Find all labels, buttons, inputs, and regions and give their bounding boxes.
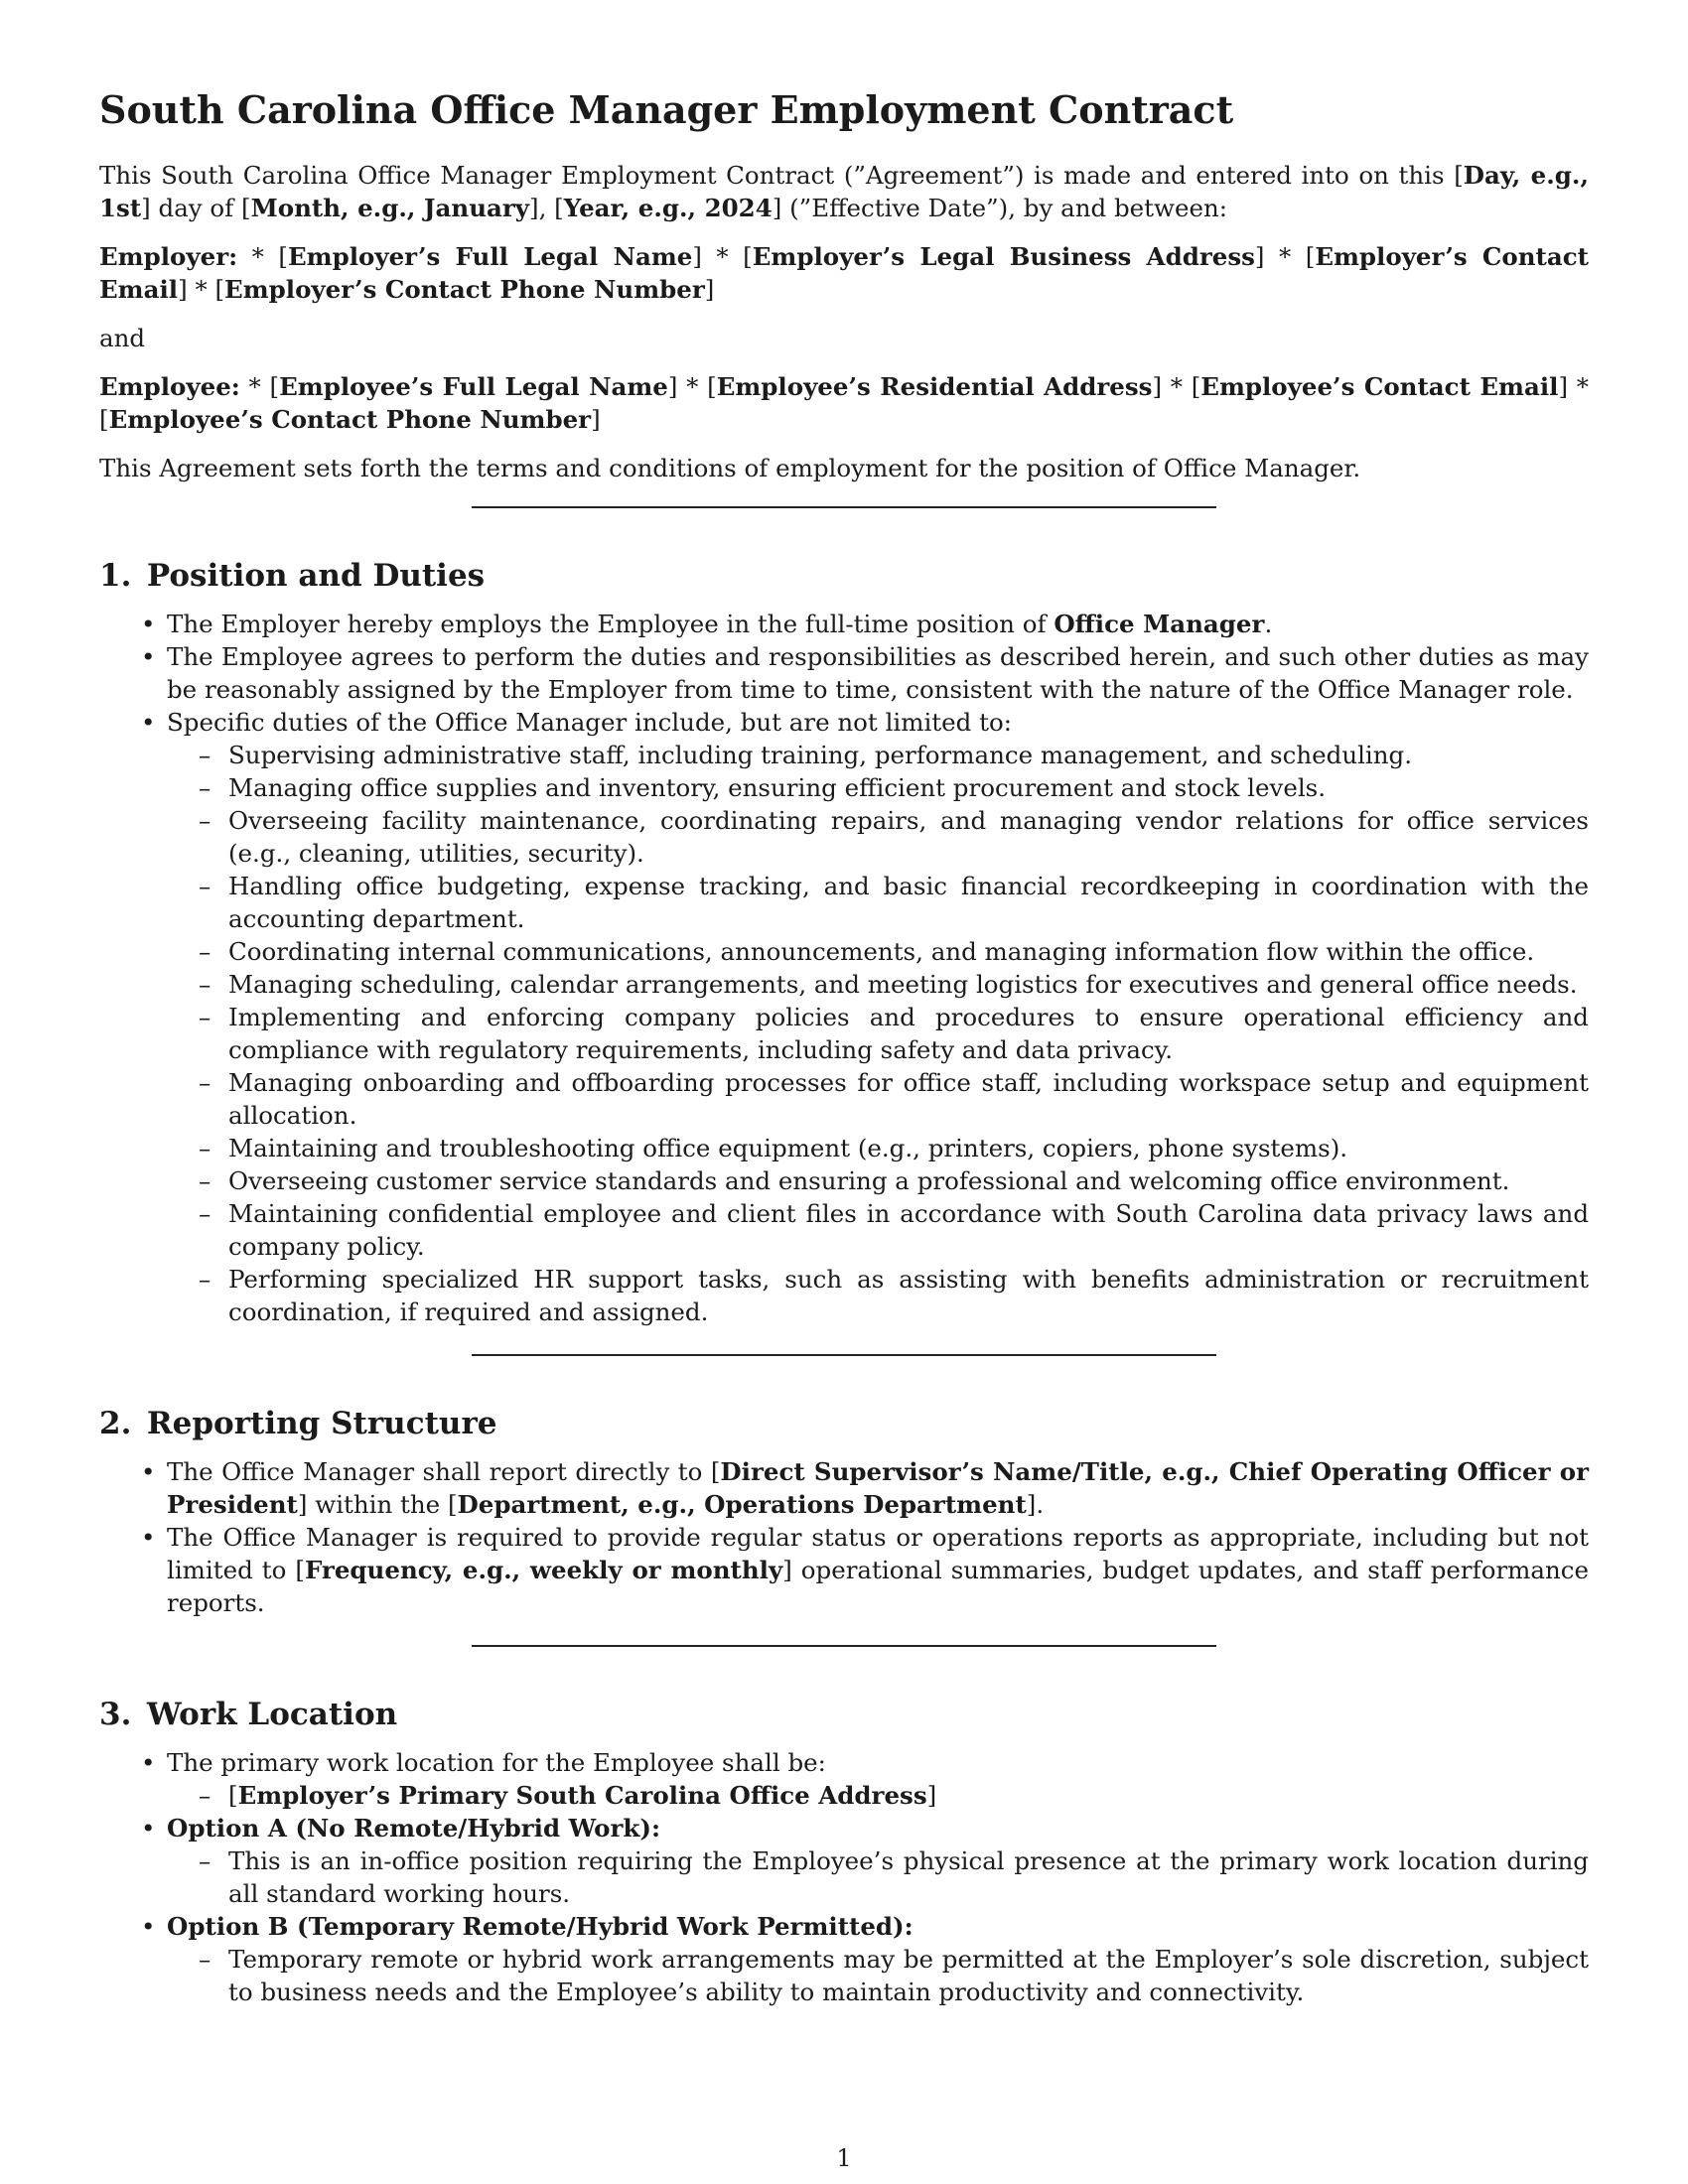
duty-item: – Maintaining confidential employee and client files in accordance with South Carolina data privacy laws and company policy.	[228, 1197, 1589, 1263]
duty-item: – Supervising administrative staff, including training, performance management, and scheduling.	[228, 739, 1589, 771]
duty-item: – Overseeing customer service standards and ensuring a professional and welcoming office environment.	[228, 1164, 1589, 1197]
duties-list	[167, 739, 1589, 1328]
divider	[472, 1354, 1216, 1356]
sub-item: – [Employer’s Primary South Carolina Office Address]	[228, 1779, 1589, 1812]
duty-item: – Managing office supplies and inventory, ensuring efficient procurement and stock levels.	[228, 771, 1589, 804]
list-item: • The primary work location for the Employee shall be: – [Employer’s Primary South Carolina Office Address]	[167, 1746, 1589, 1812]
employer-name: Employer’s Full Legal Name	[287, 242, 693, 271]
employee-name: Employee’s Full Legal Name	[279, 372, 668, 401]
list-item: • Option A (No Remote/Hybrid Work): – This is an in-office position requiring the Employee’s physical presence at the primary work location during all standard working hours.	[167, 1812, 1589, 1910]
purpose-paragraph: This Agreement sets forth the terms and conditions of employment for the position of Office Manager.	[99, 454, 1361, 482]
divider	[472, 1645, 1216, 1647]
employee-email: Employee’s Contact Email	[1200, 372, 1559, 401]
duty-item: – Performing specialized HR support tasks, such as assisting with benefits administration or recruitment coordination, if required and assigned.	[228, 1263, 1589, 1328]
list-item: • The Office Manager shall report directly to [Direct Supervisor’s Name/Title, e.g., Chief Operating Officer or President] within the [Department, e.g., Operations Department].	[167, 1455, 1589, 1521]
section-2-list	[99, 1455, 1589, 1619]
duty-item: – Overseeing facility maintenance, coordinating repairs, and managing vendor relations for office services (e.g., cleaning, utilities, security).	[228, 804, 1589, 870]
and-text: and	[99, 324, 146, 352]
list-item: • The Employee agrees to perform the duties and responsibilities as described herein, and such other duties as may be reasonably assigned by the Employer from time to time, consistent with the nature of the Office Manager role.	[167, 640, 1589, 706]
section-heading: 2. Reporting Structure	[99, 1406, 497, 1441]
document-page	[99, 87, 1589, 2008]
document-title: South Carolina Office Manager Employment Contract	[99, 87, 1234, 132]
list-item: • The Employer hereby employs the Employee in the full-time position of Office Manager.	[167, 608, 1589, 640]
duty-item: – Handling office budgeting, expense tracking, and basic financial recordkeeping in coordination with the accounting department.	[228, 870, 1589, 935]
employee-block: Employee: * [Employee’s Full Legal Name] * [Employee’s Residential Address] * [Employee’s Contact Email] * [Employee’s Contact Phone Number]	[99, 372, 1589, 434]
employer-block: Employer: * [Employer’s Full Legal Name] * [Employer’s Legal Business Address] * [Employer’s Contact Email] * [Employer’s Contact Phone Number]	[99, 242, 1589, 304]
employee-address: Employee’s Residential Address	[716, 372, 1153, 401]
page-number: 1	[836, 2144, 852, 2172]
section-heading: 3. Work Location	[99, 1697, 398, 1732]
section-1-list	[99, 608, 1589, 1328]
intro-paragraph: This South Carolina Office Manager Employment Contract (”Agreement”) is made and entered into on this [Day, e.g., 1st] day of [Month, e.g., January], [Year, e.g., 2024] (”Effective Date”), by and between:	[99, 161, 1589, 222]
list-item: • The Office Manager is required to provide regular status or operations reports as appropriate, including but not limited to [Frequency, e.g., weekly or monthly] operational summaries, budget updates, and staff performance reports.	[167, 1521, 1589, 1619]
year-placeholder: Year, e.g., 2024	[563, 194, 773, 222]
duty-item: – Coordinating internal communications, announcements, and managing information flow within the office.	[228, 935, 1589, 968]
duty-item: – Managing onboarding and offboarding processes for office staff, including workspace setup and equipment allocation.	[228, 1066, 1589, 1132]
sub-item: – Temporary remote or hybrid work arrangements may be permitted at the Employer’s sole discretion, subject to business needs and the Employee’s ability to maintain productivity and connectivity.	[228, 1943, 1589, 2008]
day-placeholder: Day, e.g., 1st	[99, 161, 1589, 222]
sub-item: – This is an in-office position requiring the Employee’s physical presence at the primary work location during all standard working hours.	[228, 1844, 1589, 1910]
duty-item: – Implementing and enforcing company policies and procedures to ensure operational efficiency and compliance with regulatory requirements, including safety and data privacy.	[228, 1001, 1589, 1066]
divider	[472, 506, 1216, 508]
list-item: • Specific duties of the Office Manager include, but are not limited to: – Supervising administrative staff, including training, performance management, and scheduling. – Managing office supplies and inventory, ensuring efficient procurement and stock levels. – Overseeing facility maintenance, coordinating repairs, and managing vendor relations for office services (e.g., cleaning, utilities, security). – Handling office budgeting, expense tracking, and basic financial recordkeeping in coordination with the accounting department. – Coordinating internal communications, announcements, and managing information flow within the office. – Managing scheduling, calendar arrangements, and meeting logistics for executives and general office needs. – Implementing and enforcing company policies and procedures to ensure operational efficiency and compliance with regulatory requirements, including safety and data privacy. – Managing onboarding and offboarding processes for office staff, including workspace setup and equipment allocation. – Maintaining and troubleshooting office equipment (e.g., printers, copiers, phone systems). – Overseeing customer service standards and ensuring a professional and welcoming office environment. – Maintaining confidential employee and client files in accordance with South Carolina data privacy laws and company policy. – Performing specialized HR support tasks, such as assisting with benefits administration or recruitment coordination, if required and assigned.	[167, 706, 1589, 1328]
duty-item: – Managing scheduling, calendar arrangements, and meeting logistics for executives and general office needs.	[228, 968, 1589, 1001]
employer-phone: Employer’s Contact Phone Number	[224, 275, 705, 304]
employer-email: Employer’s Contact Email	[99, 242, 1589, 304]
list-item: • Option B (Temporary Remote/Hybrid Work Permitted): – Temporary remote or hybrid work arrangements may be permitted at the Employer’s sole discretion, subject to business needs and the Employee’s ability to maintain productivity and connectivity.	[167, 1910, 1589, 2008]
month-placeholder: Month, e.g., January	[250, 194, 530, 222]
section-3-list	[99, 1746, 1589, 2008]
duty-item: – Maintaining and troubleshooting office equipment (e.g., printers, copiers, phone systems).	[228, 1132, 1589, 1164]
section-heading: 1. Position and Duties	[99, 558, 486, 594]
employee-phone: Employee’s Contact Phone Number	[108, 405, 592, 434]
employer-address: Employer’s Legal Business Address	[752, 242, 1255, 271]
